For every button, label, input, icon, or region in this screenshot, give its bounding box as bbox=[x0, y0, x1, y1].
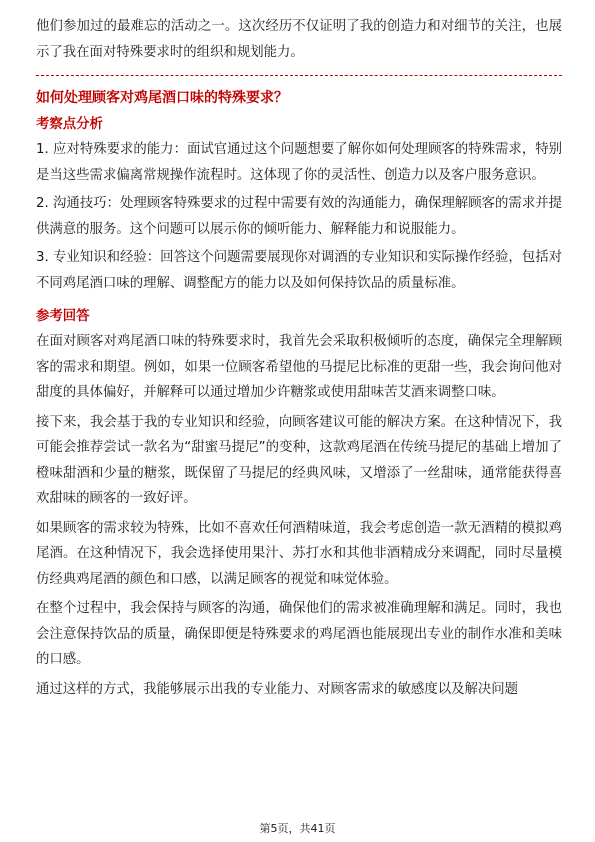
answer-heading: 参考回答 bbox=[36, 309, 90, 324]
question-title: 如何处理顾客对鸡尾酒口味的特殊要求？ bbox=[36, 90, 288, 106]
page-footer: 第5页，共41页 bbox=[259, 822, 336, 835]
analysis-heading: 考察点分析 bbox=[36, 117, 103, 132]
intro-paragraph: 他们参加过的最难忘的活动之一。这次经历不仅证明了我的创造力和对细节的关注，也展示了我在面对特殊要求时的组织和规划能力。 bbox=[36, 19, 562, 60]
answer-paragraph: 接下来，我会基于我的专业知识和经验，向顾客建议可能的解决方案。在这种情况下，我可能会推荐尝试一款名为“甜蜜马提尼”的变种，这款鸡尾酒在传统马提尼的基础上增加了橙味甜酒和少量的糖浆，既保留了马提尼的经典风味，又增添了一丝甜味，通常能获得喜欢甜味的顾客的一致好评。 bbox=[36, 414, 562, 506]
analysis-item: 2. 沟通技巧：处理顾客特殊要求的过程中需要有效的沟通能力，确保理解顾客的需求并提供满意的服务。这个问题可以展示你的倾听能力、解释能力和说服能力。 bbox=[36, 196, 562, 237]
answer-paragraph: 通过这样的方式，我能够展示出我的专业能力、对顾客需求的敏感度以及解决问题 bbox=[36, 681, 519, 697]
answer-paragraph: 在面对顾客对鸡尾酒口味的特殊要求时，我首先会采取积极倾听的态度，确保完全理解顾客的需求和期望。例如，如果一位顾客希望他的马提尼比标准的更甜一些，我会询问他对甜度的具体偏好，并解释可以通过增加少许糖浆或使用甜味苦艾酒来调整口味。 bbox=[36, 334, 562, 400]
analysis-list bbox=[36, 137, 562, 296]
answer-paragraph: 如果顾客的需求较为特殊，比如不喜欢任何酒精味道，我会考虑创造一款无酒精的模拟鸡尾酒。在这种情况下，我会选择使用果汁、苏打水和其他非酒精成分来调配，同时尽量模仿经典鸡尾酒的颜色和口感，以满足顾客的视觉和味觉体验。 bbox=[36, 520, 562, 587]
answer-body bbox=[36, 329, 562, 702]
answer-paragraph: 在整个过程中，我会保持与顾客的沟通，确保他们的需求被准确理解和满足。同时，我也会注意保持饮品的质量，确保即便是特殊要求的鸡尾酒也能展现出专业的制作水准和美味的口感。 bbox=[36, 601, 562, 667]
analysis-item: 1. 应对特殊要求的能力：面试官通过这个问题想要了解你如何处理顾客的特殊需求，特别是当这些需求偏离常规操作流程时。这体现了你的灵活性、创造力以及客户服务意识。 bbox=[36, 142, 562, 183]
section-divider bbox=[36, 75, 562, 76]
analysis-item: 3. 专业知识和经验：回答这个问题需要展现你对调酒的专业知识和实际操作经验，包括对不同鸡尾酒口味的理解、调整配方的能力以及如何保持饮品的质量标准。 bbox=[36, 250, 562, 291]
page-content bbox=[36, 14, 562, 706]
